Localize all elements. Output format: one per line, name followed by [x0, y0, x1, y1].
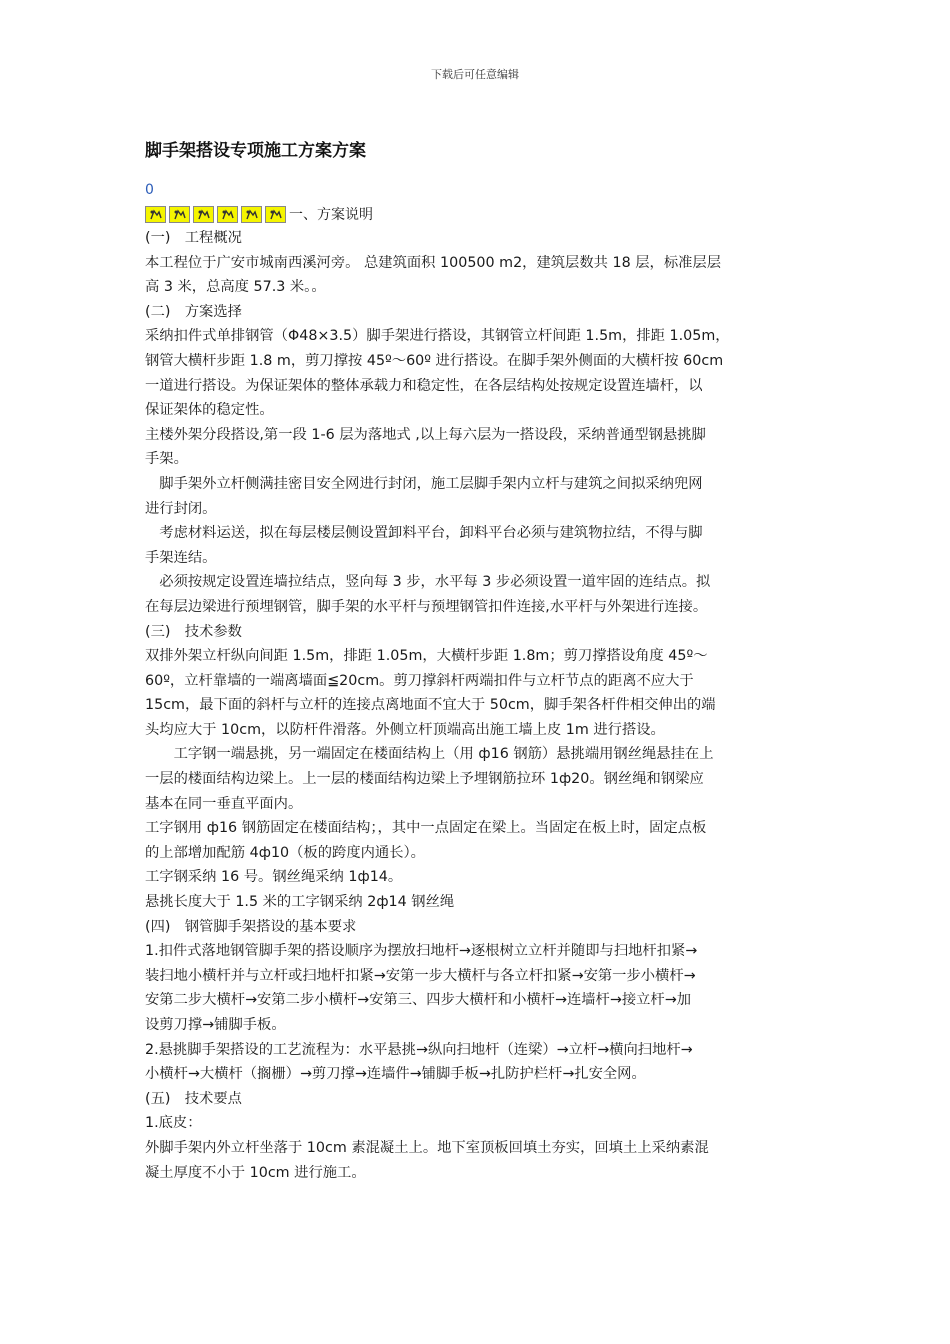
text-line: 手架连结。: [145, 549, 217, 566]
broken-image-icon: [265, 206, 286, 223]
text-line: 小横杆→大横杆（搁栅）→剪刀撑→连墙件→铺脚手板→扎防护栏杆→扎安全网。: [145, 1066, 646, 1083]
text-line: 1.底皮：: [145, 1115, 202, 1132]
page-header: 下载后可任意编辑: [431, 68, 519, 81]
text-line: 主楼外架分段搭设,第一段 1-6 层为落地式 ,以上每六层为一搭设段，采纳普通型钢悬挑脚: [145, 426, 706, 443]
text-line: 凝土厚度不小于 10cm 进行施工。: [145, 1164, 366, 1181]
document-body: [145, 178, 807, 1185]
text-line: (五) 技术要点: [145, 1090, 242, 1107]
text-line: (一) 工程概况: [145, 230, 242, 246]
text-line: 手架。: [145, 451, 188, 468]
text-line: 一道进行搭设。为保证架体的整体承载力和稳定性，在各层结构处按规定设置连墙杆，以: [145, 377, 703, 394]
text-line: 一层的楼面结构边梁上。上一层的楼面结构边梁上予埋钢筋拉环 1ф20。钢丝绳和钢梁应: [145, 771, 704, 788]
text-line: 采纳扣件式单排钢管（Φ48×3.5）脚手架进行搭设，其钢管立杆间距 1.5m，排距 1.05m，: [145, 328, 730, 345]
text-line: 保证架体的稳定性。: [145, 402, 274, 419]
text-line: 2.悬挑脚手架搭设的工艺流程为：水平悬挑→纵向扫地杆（连梁）→立杆→横向扫地杆→: [145, 1041, 693, 1058]
broken-image-icon: [169, 206, 190, 223]
section-heading: 一、方案说明: [289, 207, 373, 223]
text-line: 15cm，最下面的斜杆与立杆的连接点离地面不宜大于 50cm，脚手架各杆件相交伸出的端: [145, 697, 716, 714]
text-line: (三) 技术参数: [145, 623, 242, 640]
text-line: 双排外架立杆纵向间距 1.5m，排距 1.05m，大横杆步距 1.8m；剪刀撑搭设角度 45º～: [145, 648, 708, 665]
text-line: 工字钢采纳 16 号。钢丝绳采纳 1ф14。: [145, 869, 403, 886]
text-line: 基本在同一垂直平面内。: [145, 795, 303, 812]
anchor-marker: 0: [145, 182, 154, 198]
text-line: 60º，立杆靠墙的一端离墙面≦20cm。剪刀撑斜杆两端扣件与立杆节点的距离不应大于: [145, 672, 694, 689]
text-line: (二) 方案选择: [145, 303, 242, 320]
icon-heading-row: [145, 202, 807, 226]
body-lines: [145, 226, 807, 1185]
text-line: 钢管大横杆步距 1.8 m，剪刀撑按 45º～60º 进行搭设。在脚手架外侧面的大横杆按 60cm: [145, 352, 724, 369]
text-line: 本工程位于广安市城南西溪河旁。 总建筑面积 100500 m2，建筑层数共 18 层，标准层层: [145, 254, 722, 271]
text-line: 的上部增加配筋 4ф10（板的跨度内通长）。: [145, 844, 425, 861]
text-line: 1.扣件式落地钢管脚手架的搭设顺序为摆放扫地杆→逐根树立立杆并随即与扫地杆扣紧→: [145, 943, 698, 960]
text-line: 高 3 米，总高度 57.3 米。。: [145, 279, 326, 296]
text-line: (四) 钢管脚手架搭设的基本要求: [145, 918, 357, 935]
text-line: 设剪刀撑→铺脚手板。: [145, 1017, 286, 1033]
text-line: 工字钢一端悬挑，另一端固定在楼面结构上（用 ф16 钢筋）悬挑端用钢丝绳悬挂在上: [145, 746, 714, 763]
text-line: 装扫地小横杆并与立杆或扫地杆扣紧→安第一步大横杆与各立杆扣紧→安第一步小横杆→: [145, 967, 696, 984]
broken-image-icon: [217, 206, 238, 223]
text-line: 工字钢用 ф16 钢筋固定在楼面结构；，其中一点固定在梁上。当固定在板上时，固定点板: [145, 820, 707, 837]
text-line: 外脚手架内外立杆坐落于 10cm 素混凝土上。地下室顶板回填土夯实，回填土上采纳素混: [145, 1139, 709, 1156]
broken-image-icon: [241, 206, 262, 223]
text-line: 必须按规定设置连墙拉结点，竖向每 3 步，水平每 3 步必须设置一道牢固的连结点。拟: [145, 574, 711, 591]
document-title: 脚手架搭设专项施工方案方案: [145, 141, 366, 161]
text-line: 悬挑长度大于 1.5 米的工字钢采纳 2ф14 钢丝绳: [145, 894, 455, 911]
text-line: 脚手架外立杆侧满挂密目安全网进行封闭，施工层脚手架内立杆与建筑之间拟采纳兜网: [145, 475, 703, 492]
broken-image-icon: [145, 206, 166, 223]
text-line: 安第二步大横杆→安第二步小横杆→安第三、四步大横杆和小横杆→连墙杆→接立杆→加: [145, 992, 691, 1009]
text-line: 进行封闭。: [145, 500, 217, 517]
icon-strip: [145, 206, 289, 223]
broken-image-icon: [193, 206, 214, 223]
text-line: 在每层边梁进行预埋钢管，脚手架的水平杆与预埋钢管扣件连接,水平杆与外架进行连接。: [145, 598, 708, 615]
text-line: 头均应大于 10cm，以防杆件滑落。外侧立杆顶端高出施工墙上皮 1m 进行搭设。: [145, 721, 665, 738]
text-line: 考虑材料运送，拟在每层楼层侧设置卸料平台，卸料平台必须与建筑物拉结，不得与脚: [145, 525, 703, 542]
